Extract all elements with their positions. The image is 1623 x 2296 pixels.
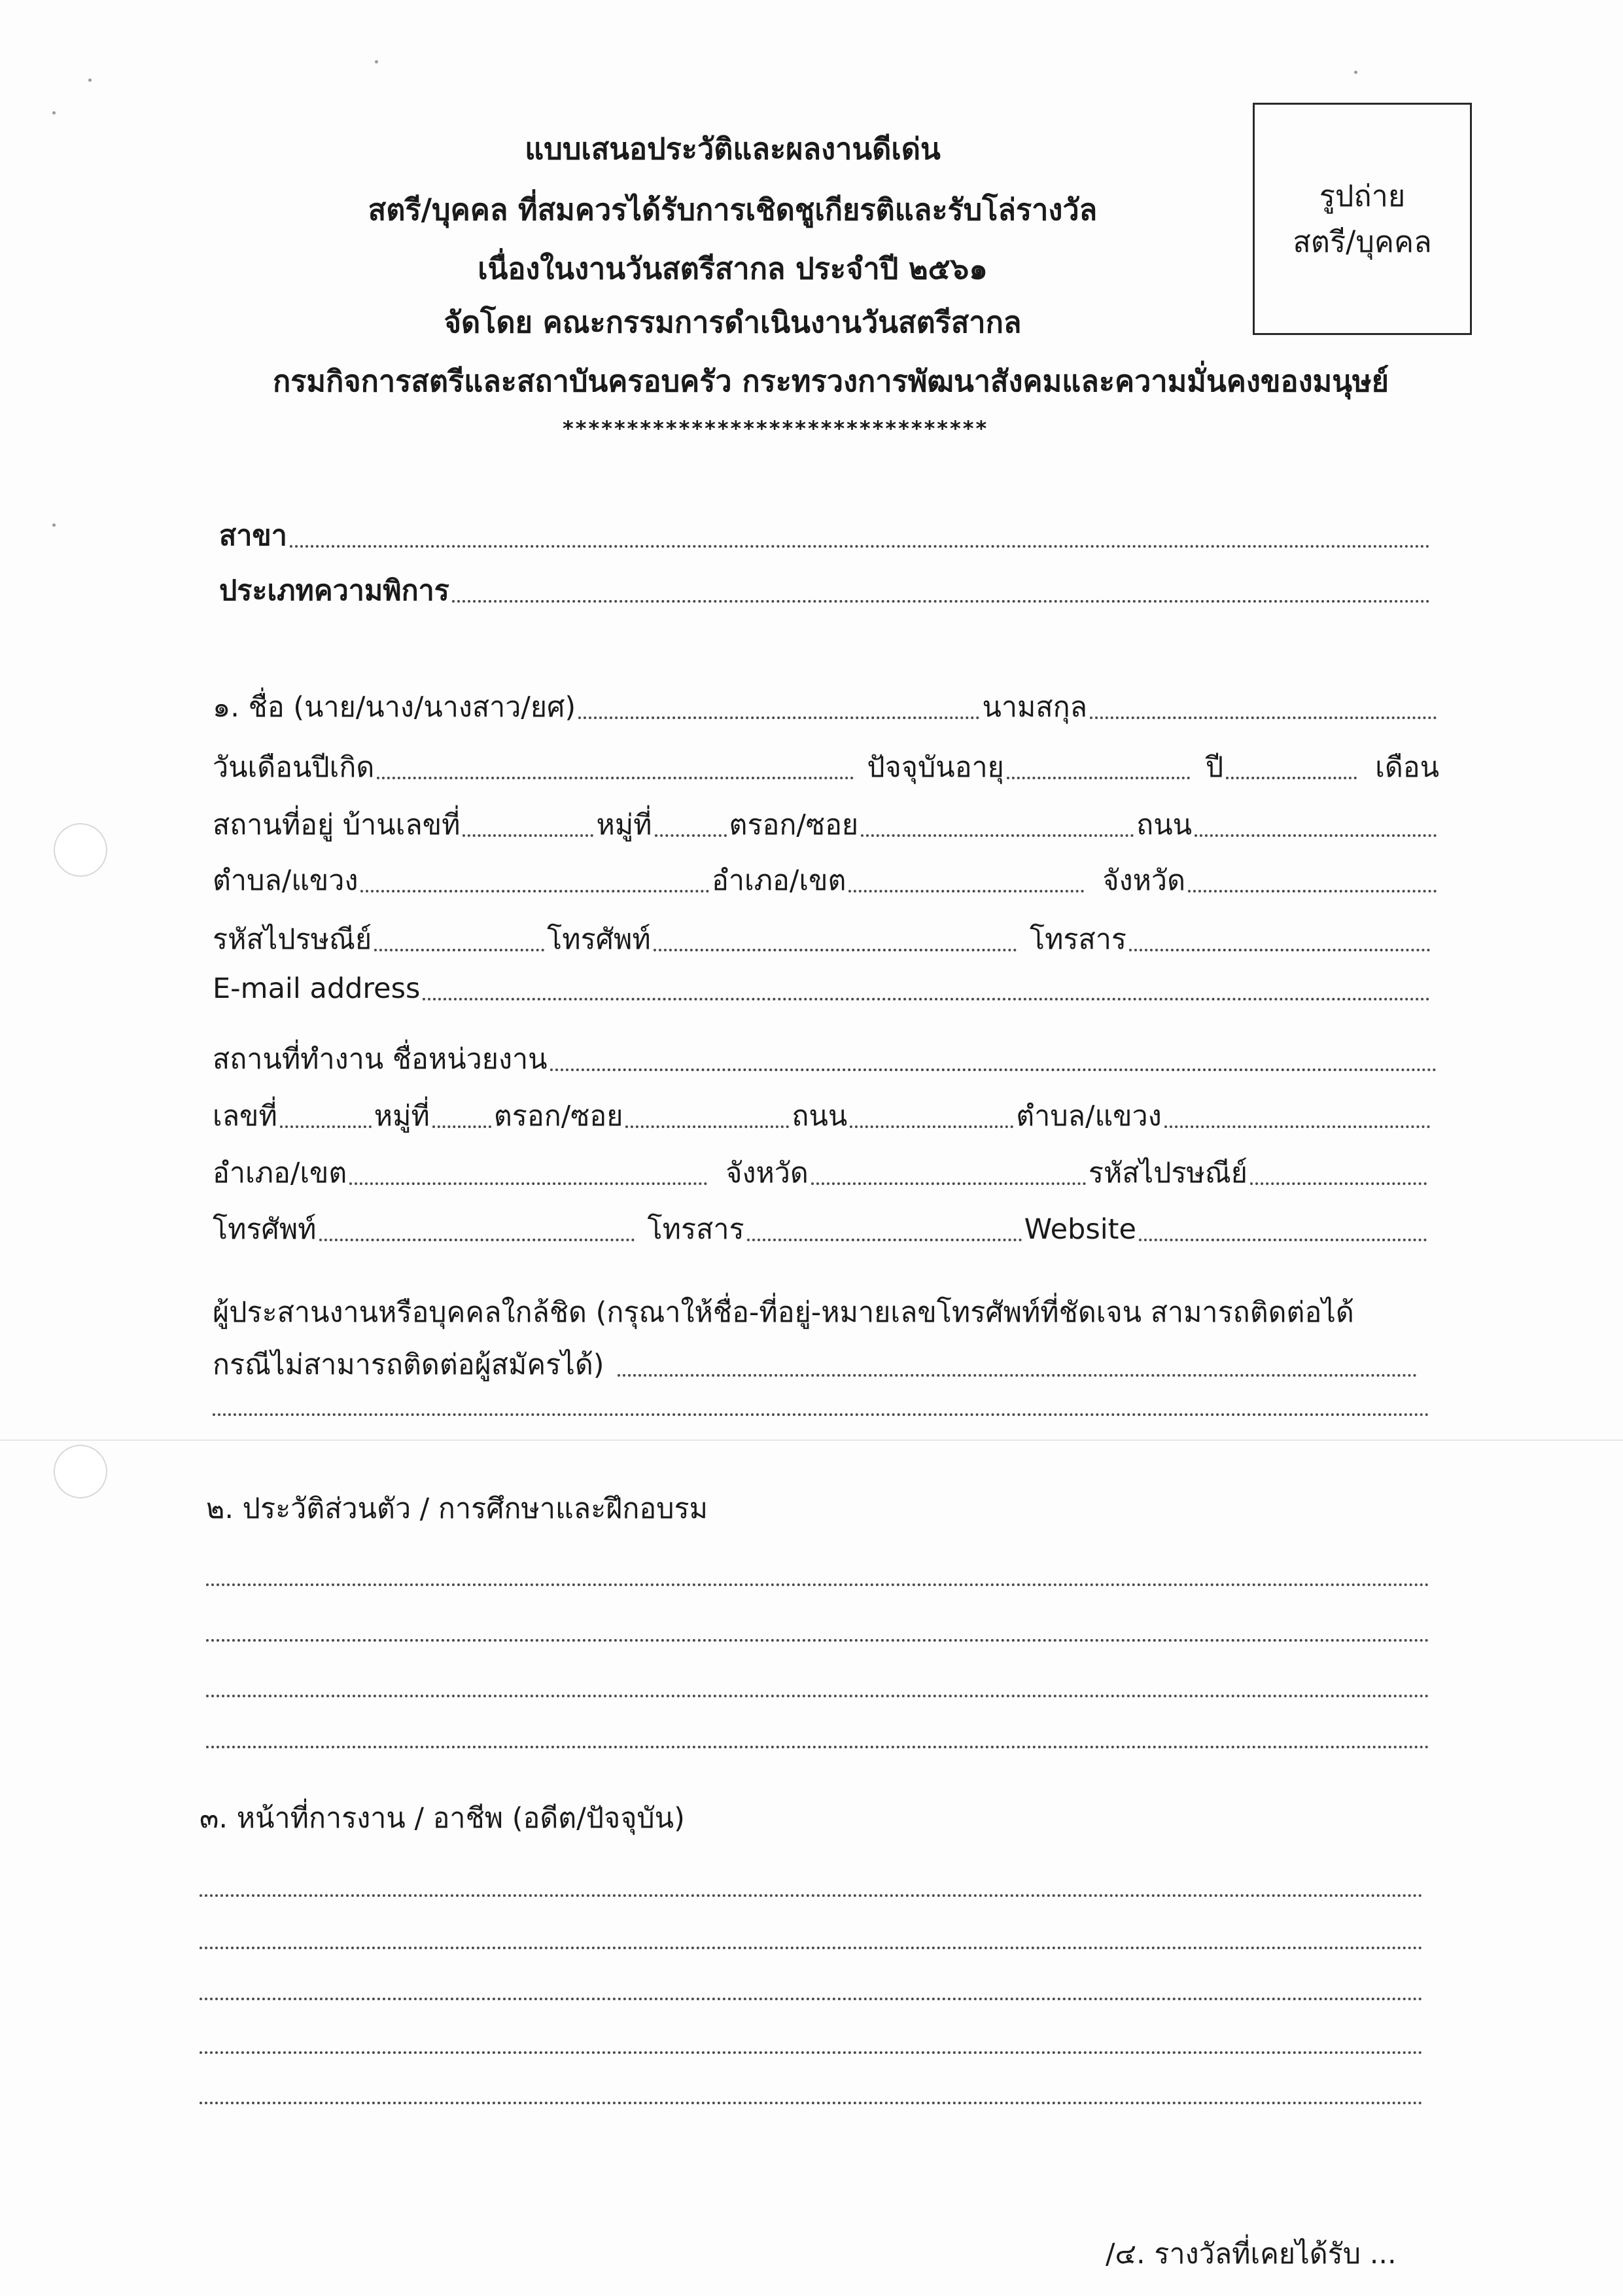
section-2-input-line[interactable] [206, 1583, 1429, 1586]
coordinator-input-line[interactable] [618, 1374, 1417, 1377]
coordinator-row [213, 1351, 1420, 1379]
scan-speck [375, 60, 378, 63]
moo-label: หมู่ที่ [596, 809, 652, 841]
scan-speck [52, 523, 56, 527]
province-input-line[interactable] [1188, 890, 1437, 892]
work-road-input-line[interactable] [850, 1125, 1013, 1128]
subdistrict-label: ตำบล/แขวง [213, 864, 358, 897]
website-label: Website [1024, 1213, 1136, 1246]
work-province-input-line[interactable] [811, 1182, 1086, 1185]
month-input-line[interactable] [1226, 777, 1357, 779]
website-input-line[interactable] [1139, 1239, 1427, 1241]
road-label: ถนน [1136, 809, 1192, 841]
punch-hole-top [54, 823, 107, 877]
postcode-input-line[interactable] [374, 949, 544, 951]
work-contact-row [213, 1213, 1429, 1246]
moo-input-line[interactable] [655, 834, 727, 837]
birthdate-input-line[interactable] [377, 777, 854, 779]
age-label: ปัจจุบันอายุ [867, 751, 1004, 784]
disability-label: ประเภทความพิการ [219, 574, 449, 607]
work-number-input-line[interactable] [280, 1125, 372, 1128]
name-row [213, 691, 1439, 724]
work-soi-label: ตรอก/ซอย [493, 1100, 623, 1133]
section-3-input-line[interactable] [200, 2051, 1423, 2054]
header-separator: ********************************* [563, 416, 989, 441]
section-2-input-line[interactable] [206, 1695, 1429, 1697]
age-input-line[interactable] [1007, 777, 1190, 779]
work-postcode-input-line[interactable] [1250, 1182, 1427, 1185]
disability-field[interactable] [219, 574, 1433, 607]
work-subdistrict-input-line[interactable] [1164, 1125, 1430, 1128]
work-province-label: จังหวัด [725, 1157, 809, 1190]
fax-label: โทรสาร [1029, 923, 1126, 956]
work-road-label: ถนน [792, 1100, 848, 1133]
work-district-row [213, 1159, 1429, 1188]
photo-box-sublabel: สตรี/บุคคล [1293, 224, 1432, 259]
section-3-input-line[interactable] [200, 1998, 1423, 2000]
postcode-label: รหัสไปรษณีย์ [213, 923, 372, 956]
disability-input-line[interactable] [452, 600, 1430, 603]
punch-hole-bottom [54, 1445, 107, 1498]
work-moo-label: หมู่ที่ [374, 1100, 430, 1133]
work-district-label: อำเภอ/เขต [213, 1157, 347, 1190]
work-fax-label: โทรสาร [647, 1213, 744, 1246]
district-row [213, 864, 1439, 897]
house-number-input-line[interactable] [462, 834, 593, 837]
work-moo-input-line[interactable] [432, 1125, 491, 1128]
section-3-input-line[interactable] [200, 1947, 1423, 1949]
year-label: ปี [1205, 751, 1224, 784]
name-input-line[interactable] [578, 716, 979, 719]
email-input-line[interactable] [423, 998, 1430, 1000]
work-fax-input-line[interactable] [747, 1239, 1022, 1241]
workplace-label: สถานที่ทำงาน ชื่อหน่วยงาน [213, 1043, 548, 1076]
work-district-input-line[interactable] [349, 1182, 707, 1185]
form-department: กรมกิจการสตรีและสถาบันครอบครัว กระทรวงการพัฒนาสังคมและความมั่นคงของมนุษย์ [272, 364, 1389, 398]
section-3-input-line[interactable] [200, 2102, 1423, 2104]
scan-speck [88, 79, 92, 82]
coordinator-label: ผู้ประสานงานหรือบุคคลใกล้ชิด (กรุณาให้ชื่อ-ที่อยู่-หมายเลขโทรศัพท์ที่ชัดเจน สามารถติดต่อได้ [213, 1296, 1354, 1329]
form-organizer: จัดโดย คณะกรรมการดำเนินงานวันสตรีสากล [444, 305, 1022, 340]
work-soi-input-line[interactable] [625, 1125, 789, 1128]
road-input-line[interactable] [1195, 834, 1437, 837]
email-row [213, 972, 1433, 1005]
continue-note: /๔. รางวัลที่เคยได้รับ ... [1106, 2238, 1397, 2270]
section-2-title: ๒. ประวัติส่วนตัว / การศึกษาและฝึกอบรม [206, 1492, 708, 1525]
form-title: แบบเสนอประวัติและผลงานดีเด่น [525, 132, 941, 166]
district-input-line[interactable] [848, 890, 1084, 892]
form-subtitle: สตรี/บุคคล ที่สมควรได้รับการเชิดชูเกียรติและรับโล่รางวัล [368, 192, 1098, 227]
coordinator-label-cont: กรณีไม่สามารถติดต่อผู้สมัครได้) [213, 1349, 604, 1381]
section-2-input-line[interactable] [206, 1746, 1429, 1748]
name-label: ๑. ชื่อ (นาย/นาง/นางสาว/ยศ) [213, 691, 576, 724]
phone-input-line[interactable] [654, 949, 1017, 951]
work-address-row [213, 1100, 1433, 1133]
address-label: สถานที่อยู่ บ้านเลขที่ [213, 809, 461, 841]
section-2-input-line[interactable] [206, 1639, 1429, 1642]
surname-label: นามสกุล [982, 691, 1087, 724]
soi-input-line[interactable] [861, 834, 1134, 837]
address-row [213, 811, 1439, 839]
province-label: จังหวัด [1102, 864, 1185, 897]
work-phone-label: โทรศัพท์ [213, 1213, 317, 1246]
birthdate-label: วันเดือนปีเกิด [213, 751, 375, 784]
section-3-title: ๓. หน้าที่การงาน / อาชีพ (อดีต/ปัจจุบัน) [200, 1802, 685, 1835]
scan-speck [52, 111, 56, 115]
section-3-input-line[interactable] [200, 1894, 1423, 1897]
soi-label: ตรอก/ซอย [729, 809, 859, 841]
scan-speck [1354, 71, 1357, 74]
photo-box-label: รูปถ่าย [1319, 178, 1406, 213]
photo-box[interactable] [1253, 103, 1472, 335]
phone-label: โทรศัพท์ [547, 923, 651, 956]
paper-fold-line [0, 1439, 1623, 1441]
work-number-label: เลขที่ [213, 1100, 277, 1133]
month-label: เดือน [1375, 751, 1439, 784]
work-postcode-label: รหัสไปรษณีย์ [1088, 1157, 1248, 1190]
coordinator-input-line-2[interactable] [213, 1413, 1429, 1416]
branch-input-line[interactable] [290, 545, 1430, 548]
email-label: E-mail address [213, 972, 421, 1005]
work-subdistrict-label: ตำบล/แขวง [1016, 1100, 1162, 1133]
workplace-input-line[interactable] [550, 1069, 1437, 1071]
work-phone-input-line[interactable] [319, 1239, 635, 1241]
branch-label: สาขา [219, 520, 287, 552]
form-occasion: เนื่องในงานวันสตรีสากล ประจำปี ๒๕๖๑ [478, 251, 988, 286]
subdistrict-input-line[interactable] [360, 890, 709, 892]
contact-row [213, 923, 1433, 956]
district-label: อำเภอ/เขต [712, 864, 846, 897]
surname-input-line[interactable] [1090, 716, 1437, 719]
workplace-row [213, 1043, 1439, 1076]
fax-input-line[interactable] [1129, 949, 1430, 951]
branch-field[interactable] [219, 522, 1433, 550]
birthdate-row [213, 751, 1439, 784]
